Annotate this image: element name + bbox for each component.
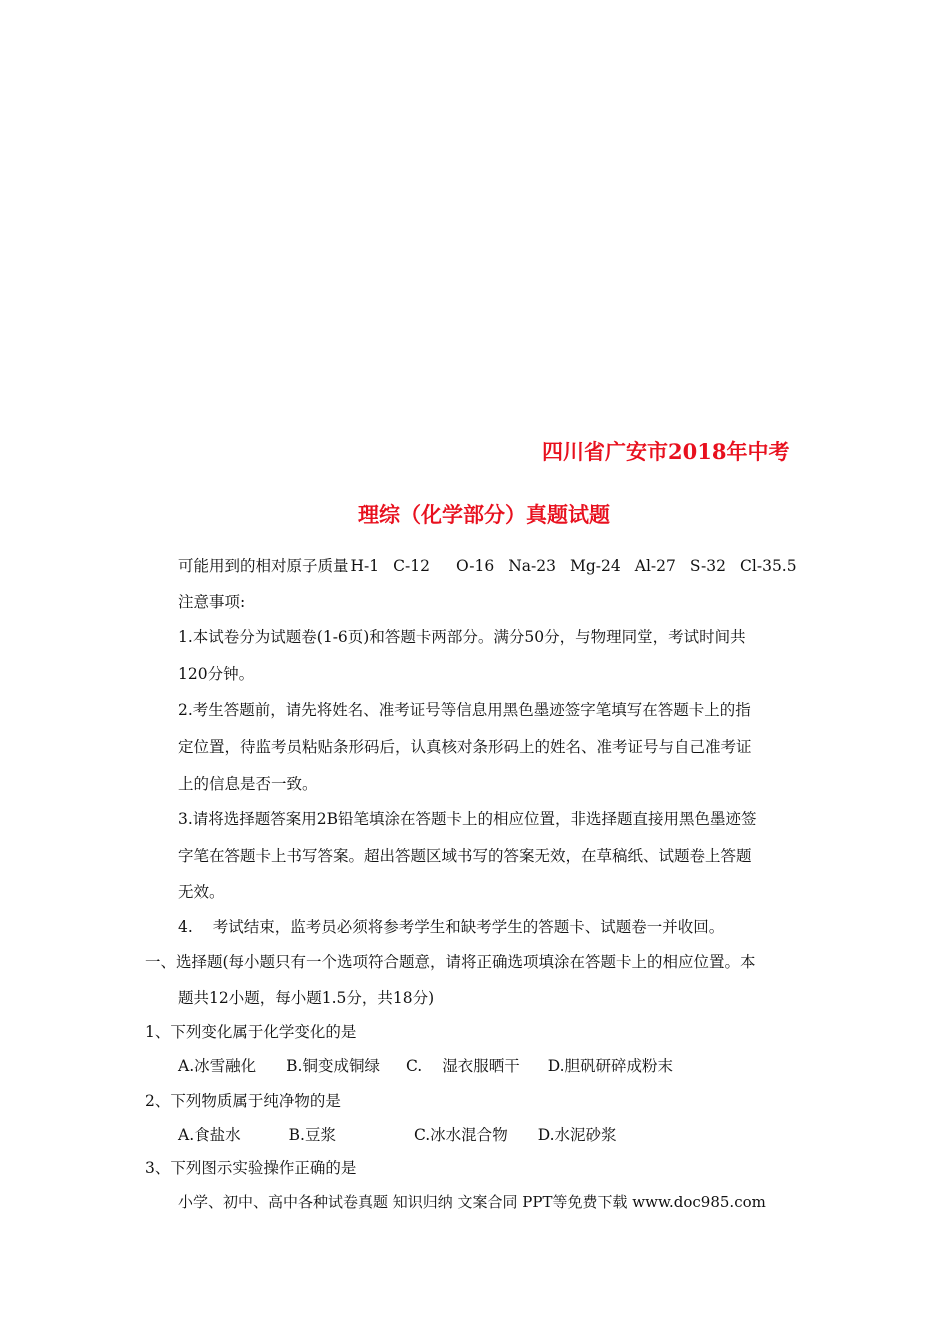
section-1-line-1: 一、选择题(每小题只有一个选项符合题意，请将正确选项填涂在答题卡上的相应位置。本 (145, 953, 756, 971)
question-1-option-c: C. (405, 1057, 423, 1075)
footer-text: 小学、初中、高中各种试卷真题 知识归纳 文案合同 PPT等免费下载 www.doc985.com (178, 1193, 766, 1211)
notice-item-4-number: 4. (178, 918, 193, 936)
notice-heading: 注意事项: (178, 593, 246, 611)
notice-item-2-line-2: 定位置，待监考员粘贴条形码后，认真核对条形码上的姓名、准考证号与自己准考证 (178, 738, 752, 756)
atomic-mass-s: S-32 (689, 557, 727, 575)
notice-item-3-line-2: 字笔在答题卡上书写答案。超出答题区域书写的答案无效，在草稿纸、试题卷上答题 (178, 847, 752, 865)
question-2-options (178, 1124, 617, 1146)
atomic-mass-c: C-12 (393, 557, 430, 575)
title-line-1: 四川省广安市2018年中考 (542, 439, 790, 464)
notice-item-1-line-1: 1.本试卷分为试题卷(1-6页)和答题卡两部分。满分50分，与物理同堂，考试时间共 (178, 628, 746, 646)
notice-item-2-line-1: 2.考生答题前，请先将姓名、准考证号等信息用黑色墨迹签字笔填写在答题卡上的指 (178, 701, 751, 719)
question-2-option-c: C.冰水混合物 (413, 1126, 508, 1144)
atomic-mass-o: O-16 (455, 557, 495, 575)
question-1-option-c-text: 湿衣服晒干 (442, 1057, 520, 1075)
question-1-option-b: B.铜变成铜绿 (286, 1057, 380, 1075)
question-1-option-a: A.冰雪融化 (178, 1057, 257, 1075)
notice-item-3-line-3: 无效。 (178, 883, 225, 901)
section-1-line-2: 题共12小题，每小题1.5分，共18分) (178, 989, 435, 1007)
question-1-options (178, 1055, 673, 1077)
atomic-mass-cl: Cl-35.5 (740, 557, 797, 575)
notice-item-4-text: 考试结束，监考员必须将参考学生和缺考学生的答题卡、试题卷一并收回。 (212, 918, 725, 936)
question-1-stem: 1、下列变化属于化学变化的是 (145, 1023, 357, 1041)
atomic-masses-line (178, 555, 797, 577)
notice-item-1-line-2: 120分钟。 (178, 665, 255, 683)
question-2-stem: 2、下列物质属于纯净物的是 (145, 1092, 341, 1110)
notice-item-4 (178, 916, 724, 938)
notice-item-2-line-3: 上的信息是否一致。 (178, 775, 318, 793)
atomic-mass-na: Na-23 (508, 557, 556, 575)
atomic-mass-h: H-1 (350, 557, 380, 575)
notice-item-3-line-1: 3.请将选择题答案用2B铅笔填涂在答题卡上的相应位置，非选择题直接用黑色墨迹签 (178, 810, 757, 828)
atomic-masses-label: 可能用到的相对原子质量 (178, 557, 349, 575)
question-2-option-b: B.豆浆 (288, 1126, 336, 1144)
question-2-option-d: D.水泥砂浆 (537, 1126, 617, 1144)
question-1-option-d: D.胆矾研碎成粉末 (547, 1057, 674, 1075)
question-3-stem: 3、下列图示实验操作正确的是 (145, 1159, 357, 1177)
question-2-option-a: A.食盐水 (178, 1126, 241, 1144)
atomic-mass-mg: Mg-24 (569, 557, 621, 575)
atomic-mass-al: Al-27 (634, 557, 676, 575)
title-line-2: 理综（化学部分）真题试题 (358, 502, 610, 527)
